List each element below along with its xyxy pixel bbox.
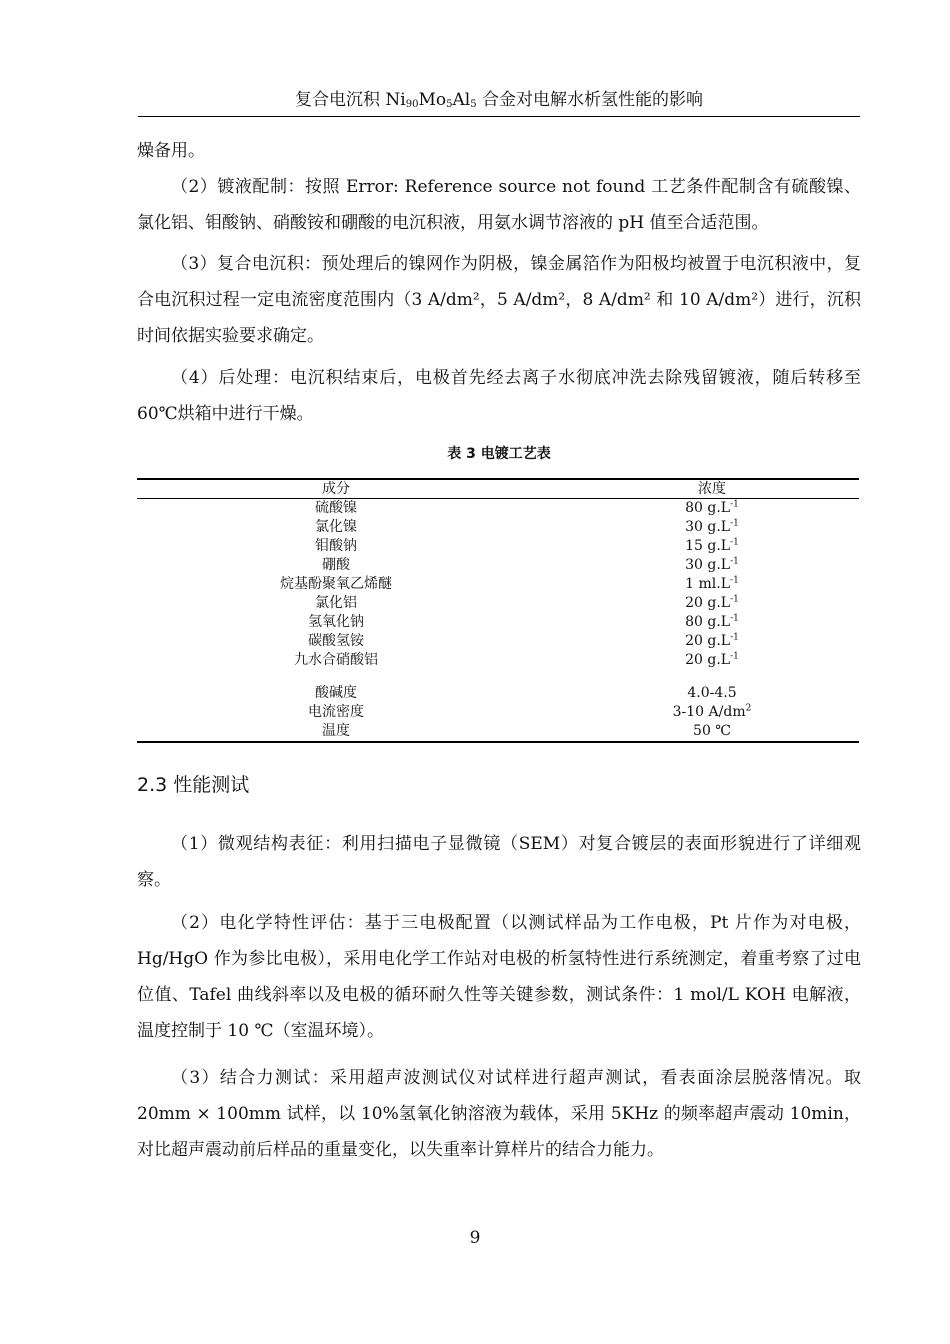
concentration-cell xyxy=(535,703,859,722)
paragraph-step-3: （3）复合电沉积：预处理后的镍网作为阴极，镍金属箔作为阳极均被置于电沉积液中，复合电沉积过程一定电流密度范围内（3 A/dm²，5 A/dm²，8 A/dm² 和 10 A/dm²）进行，沉积时间依据实验要求确定。 xyxy=(137,254,861,346)
table-row xyxy=(137,518,859,537)
table-row xyxy=(137,499,859,519)
table-caption: 表 3 电镀工艺表 xyxy=(447,446,551,462)
concentration-value: 20 g.L xyxy=(685,633,731,649)
paragraph-continuation: 燥备用。 xyxy=(137,141,205,161)
page-number: 9 xyxy=(469,1228,481,1248)
concentration-value: 15 g.L xyxy=(685,538,731,554)
table-row xyxy=(137,556,859,575)
unit-exponent: 2 xyxy=(745,703,752,714)
concentration-value: 30 g.L xyxy=(685,557,731,573)
paragraph-electrochem: （2）电化学特性评估：基于三电极配置（以测试样品为工作电极，Pt 片作为对电极，Hg/HgO 作为参比电极），采用电化学工作站对电极的析氢特性进行系统测定，着重考察了过电位值、Tafel 曲线斜率以及电极的循环耐久性等关键参数，测试条件：1 mol/L KOH 电解液，温度控制于 10 ℃（室温环境）。 xyxy=(137,913,861,1041)
table-row xyxy=(137,703,859,722)
paragraph-adhesion: （3）结合力测试：采用超声波测试仪对试样进行超声测试，看表面涂层脱落情况。取 20mm × 100mm 试样，以 10%氢氧化钠溶液为载体，采用 5KHz 的频率超声震动 10min，对比超声震动前后样品的重量变化，以失重率计算样片的结合力能力。 xyxy=(137,1068,861,1160)
unit-exponent: -1 xyxy=(730,632,739,643)
paragraph-step-4: （4）后处理：电沉积结束后，电极首先经去离子水彻底冲洗去除残留镀液，随后转移至 60℃烘箱中进行干燥。 xyxy=(137,368,861,424)
component-cell: 硫酸镍 xyxy=(315,500,357,516)
concentration-value: 80 g.L xyxy=(685,500,731,516)
concentration-value: 20 g.L xyxy=(685,595,731,611)
table-row xyxy=(137,632,859,651)
column-header-concentration: 浓度 xyxy=(535,479,859,499)
table-row xyxy=(137,651,859,670)
concentration-cell xyxy=(535,594,859,613)
component-cell: 氯化铝 xyxy=(315,595,357,611)
concentration-cell xyxy=(535,556,859,575)
paragraph-step-2: （2）镀液配制：按照 Error: Reference source not found 工艺条件配制含有硫酸镍、氯化铝、钼酸钠、硝酸铵和硼酸的电沉积液，用氨水调节溶液的 pH 值至合适范围。 xyxy=(137,177,861,233)
table-row xyxy=(137,537,859,556)
unit-exponent: -1 xyxy=(730,537,739,548)
concentration-cell xyxy=(535,537,859,556)
concentration-value: 20 g.L xyxy=(685,652,731,668)
unit-exponent: -1 xyxy=(730,575,739,586)
unit-exponent: -1 xyxy=(730,613,739,624)
concentration-value: 30 g.L xyxy=(685,519,731,535)
component-cell: 氢氧化钠 xyxy=(308,614,364,630)
running-header: 复合电沉积 $Ni_{90}Mo_5Al_5$ 合金对电解水析氢性能的影响 xyxy=(138,84,860,117)
concentration-cell xyxy=(535,518,859,537)
table-row xyxy=(137,594,859,613)
unit-exponent: -1 xyxy=(730,499,739,510)
paragraph-sem: （1）微观结构表征：利用扫描电子显微镜（SEM）对复合镀层的表面形貌进行了详细观察。 xyxy=(137,834,861,890)
table-row xyxy=(137,575,859,594)
section-heading: 2.3 性能测试 xyxy=(137,774,250,796)
unit-exponent: -1 xyxy=(730,518,739,529)
concentration-cell xyxy=(535,499,859,519)
concentration-cell xyxy=(535,684,859,703)
component-cell: 九水合硝酸铝 xyxy=(294,652,378,668)
unit-exponent: -1 xyxy=(730,556,739,567)
component-cell: 硼酸 xyxy=(322,557,350,573)
plating-process-table xyxy=(137,478,859,743)
table-row xyxy=(137,722,859,742)
component-cell: 氯化镍 xyxy=(315,519,357,535)
concentration-value: 80 g.L xyxy=(685,614,731,630)
concentration-cell xyxy=(535,575,859,594)
component-cell: 酸碱度 xyxy=(315,685,357,701)
component-cell: 电流密度 xyxy=(308,704,364,720)
table-row xyxy=(137,613,859,632)
table-spacer-row xyxy=(137,670,859,684)
concentration-cell xyxy=(535,613,859,632)
concentration-cell xyxy=(535,651,859,670)
component-cell: 烷基酚聚氧乙烯醚 xyxy=(280,576,392,592)
component-cell: 钼酸钠 xyxy=(315,538,357,554)
component-cell: 温度 xyxy=(322,723,350,739)
concentration-cell xyxy=(535,722,859,742)
unit-exponent: -1 xyxy=(730,651,739,662)
unit-exponent: -1 xyxy=(730,594,739,605)
concentration-cell xyxy=(535,632,859,651)
concentration-value: 50 ℃ xyxy=(693,723,731,739)
concentration-value: 1 ml.L xyxy=(685,576,731,592)
column-header-component: 成分 xyxy=(137,479,535,499)
table-row xyxy=(137,684,859,703)
concentration-value: 4.0-4.5 xyxy=(687,685,737,701)
component-cell: 碳酸氢铵 xyxy=(308,633,364,649)
concentration-value: 3-10 A/dm xyxy=(672,704,746,720)
